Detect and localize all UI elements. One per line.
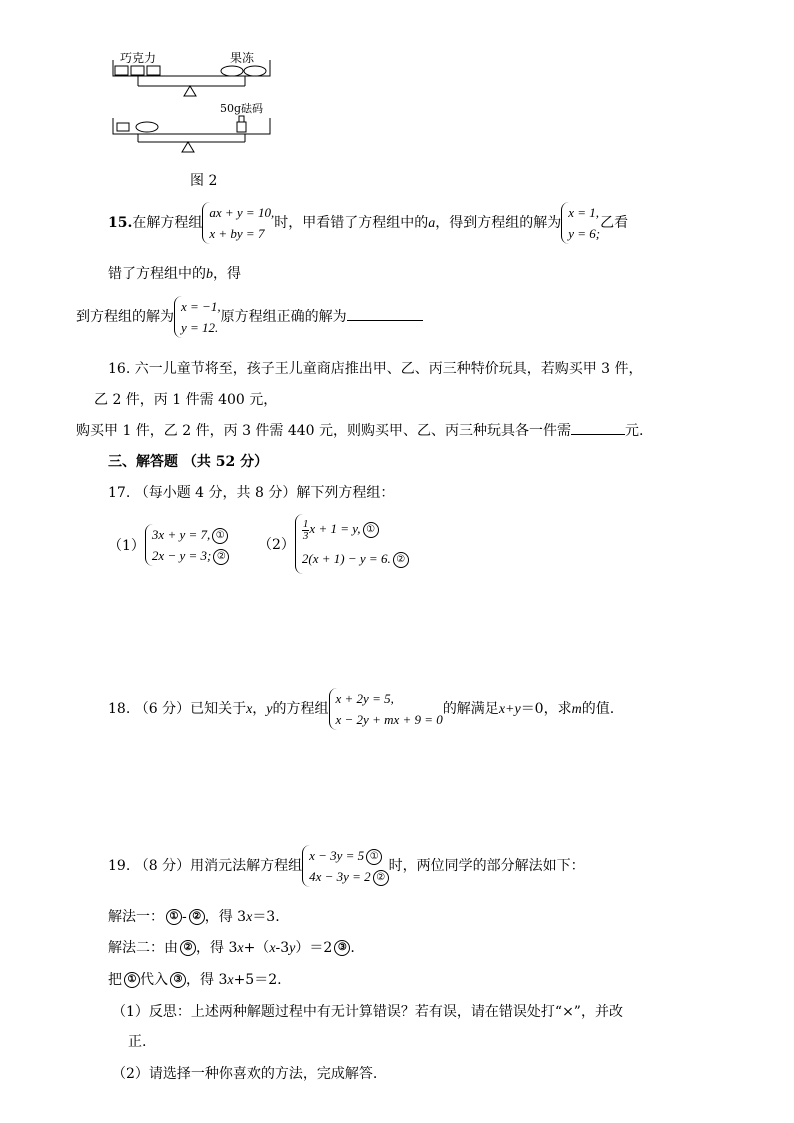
q15-eq2: x + by = 7 xyxy=(209,226,265,241)
q19-m3-c: ，得 3 xyxy=(186,972,228,988)
q17-p1-system xyxy=(145,524,229,566)
q19-line1 xyxy=(108,845,585,887)
q15-system xyxy=(202,202,274,244)
q18-y: y xyxy=(266,702,273,717)
weight-label: 50g砝码 xyxy=(220,102,264,115)
q15-sol1-x: x = 1, xyxy=(568,205,599,220)
q15-line3-tail: 原方程组正确的解为 xyxy=(220,309,347,325)
circled-1: ① xyxy=(124,972,140,988)
q19-eq2: 4x − 3y = 2 xyxy=(309,869,371,884)
bottom-scale xyxy=(113,116,270,152)
q19-m2-y: y xyxy=(289,941,296,956)
q19-m2-a: 解法二：由 xyxy=(108,940,178,956)
q19-b: 时，两位同学的部分解法如下： xyxy=(388,858,585,874)
q19-m2-x: x xyxy=(237,941,244,956)
circled-3: ③ xyxy=(170,972,186,988)
chocolate-label: 巧克力 xyxy=(120,51,157,65)
q15-solution-2 xyxy=(174,296,221,338)
q19-m2-b: ，得 3 xyxy=(196,940,238,956)
q19-reflect-1b: 正. xyxy=(128,1034,147,1050)
q19-reflect-2: （2）请选择一种你喜欢的方法，完成解答. xyxy=(112,1066,378,1082)
q19-m2-e: ）＝2 xyxy=(295,940,333,956)
q18-c: 的解满足 xyxy=(442,701,499,717)
q15-eq1: ax + y = 10, xyxy=(209,205,275,220)
q19-m1-d: ＝3. xyxy=(252,909,280,925)
circled-3: ③ xyxy=(334,940,350,956)
q16-line3 xyxy=(76,420,644,440)
q18-line xyxy=(108,688,614,730)
q17-part2 xyxy=(258,514,409,574)
q17-part1 xyxy=(108,524,229,566)
q15-answer-blank[interactable] xyxy=(347,320,423,321)
q15-line3-text: 到方程组的解为 xyxy=(76,309,174,325)
circled-1: ① xyxy=(366,849,382,865)
q19-method-1 xyxy=(108,906,280,926)
q19-system xyxy=(302,845,389,887)
q18-x: x xyxy=(246,702,253,717)
q16-answer-blank[interactable] xyxy=(571,434,625,435)
q15-number: 15. xyxy=(108,215,133,231)
section-3-title: 三、解答题 （共 52 分） xyxy=(108,454,269,470)
q15-intro: 在解方程组 xyxy=(132,215,203,231)
q19-m1-c: ，得 3 xyxy=(204,909,247,925)
q18-d: ＝0，求 xyxy=(520,701,572,717)
q16-line3a: 购买甲 1 件，乙 2 件，丙 3 件需 440 元，则购买甲、乙、丙三种玩具各一件需 xyxy=(76,423,572,439)
q15-solution-1 xyxy=(561,202,600,244)
q19-a: 19. （8 分）用消元法解方程组 xyxy=(108,858,303,874)
q17-p2-eq1: x + 1 = y, xyxy=(309,521,361,536)
q18-b: 的方程组 xyxy=(272,701,329,717)
q17-p1-eq2: 2x − y = 3; xyxy=(151,548,212,563)
jelly-label: 果冻 xyxy=(230,51,255,65)
q19-m3-d: +5＝2. xyxy=(233,972,282,988)
q18-a: 18. （6 分）已知关于 xyxy=(108,701,247,717)
q15-tail: 乙看 xyxy=(600,215,629,231)
q19-m3-x: x xyxy=(227,973,234,988)
q19-method-2: 解法二：由 ② ，得 3x+（x-3y）＝2 ③ . xyxy=(108,940,355,956)
q19-eq1: x − 3y = 5 xyxy=(309,848,365,863)
q19-m2-d: -3 xyxy=(275,940,290,956)
q15-line2-tail: ，得 xyxy=(213,266,241,282)
q19-m1-x: x xyxy=(246,910,253,925)
q19-m3-a: 把 xyxy=(108,972,122,988)
q17-p2-eq2: 2(x + 1) − y = 6. xyxy=(301,551,391,566)
q18-cond: x+y xyxy=(498,702,521,717)
q17-p1-label: （1） xyxy=(108,538,145,554)
q15-var-a: a xyxy=(428,216,436,231)
circled-2: ② xyxy=(180,940,196,956)
q18-eq2: x − 2y + mx + 9 = 0 xyxy=(335,712,443,727)
q17-p1-eq1: 3x + y = 7, xyxy=(151,527,211,542)
q19-reflect-1: （1）反思：上述两种解题过程中有无计算错误？若有误，请在错误处打“×”，并改 xyxy=(112,1004,623,1020)
q16-line2: 乙 2 件，丙 1 件需 400 元， xyxy=(94,392,278,408)
q16-line3b: 元. xyxy=(625,423,644,439)
q19-m1-b: - xyxy=(182,909,187,925)
q15-sol2-x: x = −1, xyxy=(181,299,221,314)
q19-method-2-cont xyxy=(108,969,282,989)
circled-2: ② xyxy=(393,552,409,568)
frac-numerator: 1 xyxy=(302,517,309,530)
q15-line1 xyxy=(108,202,628,244)
q15-line2-text: 错了方程组中的 xyxy=(108,266,206,282)
q16-line1: 16. 六一儿童节将至，孩子王儿童商店推出甲、乙、丙三种特价玩具，若购买甲 3 件， xyxy=(108,361,643,377)
q15-sol1-y: y = 6; xyxy=(568,226,601,241)
figure-caption: 图 2 xyxy=(190,173,218,189)
circled-1: ① xyxy=(363,522,379,538)
circled-2: ② xyxy=(213,549,229,565)
frac-denominator: 3 xyxy=(302,529,309,542)
circled-1: ① xyxy=(166,909,182,925)
q18-m: m xyxy=(571,702,582,717)
q15-mid: 时，甲看错了方程组中的 xyxy=(274,215,429,231)
q15-line3 xyxy=(76,296,423,338)
q15-mid2: ，得到方程组的解为 xyxy=(435,215,562,231)
q18-system xyxy=(329,688,443,730)
q15-line2 xyxy=(108,263,241,283)
q19-m1-a: 解法一： xyxy=(108,909,164,925)
q15-sol2-y: y = 12. xyxy=(181,320,219,335)
circled-2: ② xyxy=(373,870,389,886)
q15-var-b: b xyxy=(206,267,213,282)
q19-m2-c: +（ xyxy=(243,940,270,956)
q18-e: 的值. xyxy=(581,701,615,717)
q18-comma: ， xyxy=(252,701,267,717)
q17-stem: 17. （每小题 4 分，共 8 分）解下列方程组： xyxy=(108,485,395,501)
circled-1: ① xyxy=(212,528,228,544)
q18-eq1: x + 2y = 5, xyxy=(335,691,394,706)
q19-m3-b: 代入 xyxy=(140,972,168,988)
q19-m2-expr-x: x xyxy=(269,941,276,956)
q17-p2-label: （2） xyxy=(258,537,295,553)
circled-2: ② xyxy=(189,909,205,925)
q17-p2-system xyxy=(295,514,409,574)
